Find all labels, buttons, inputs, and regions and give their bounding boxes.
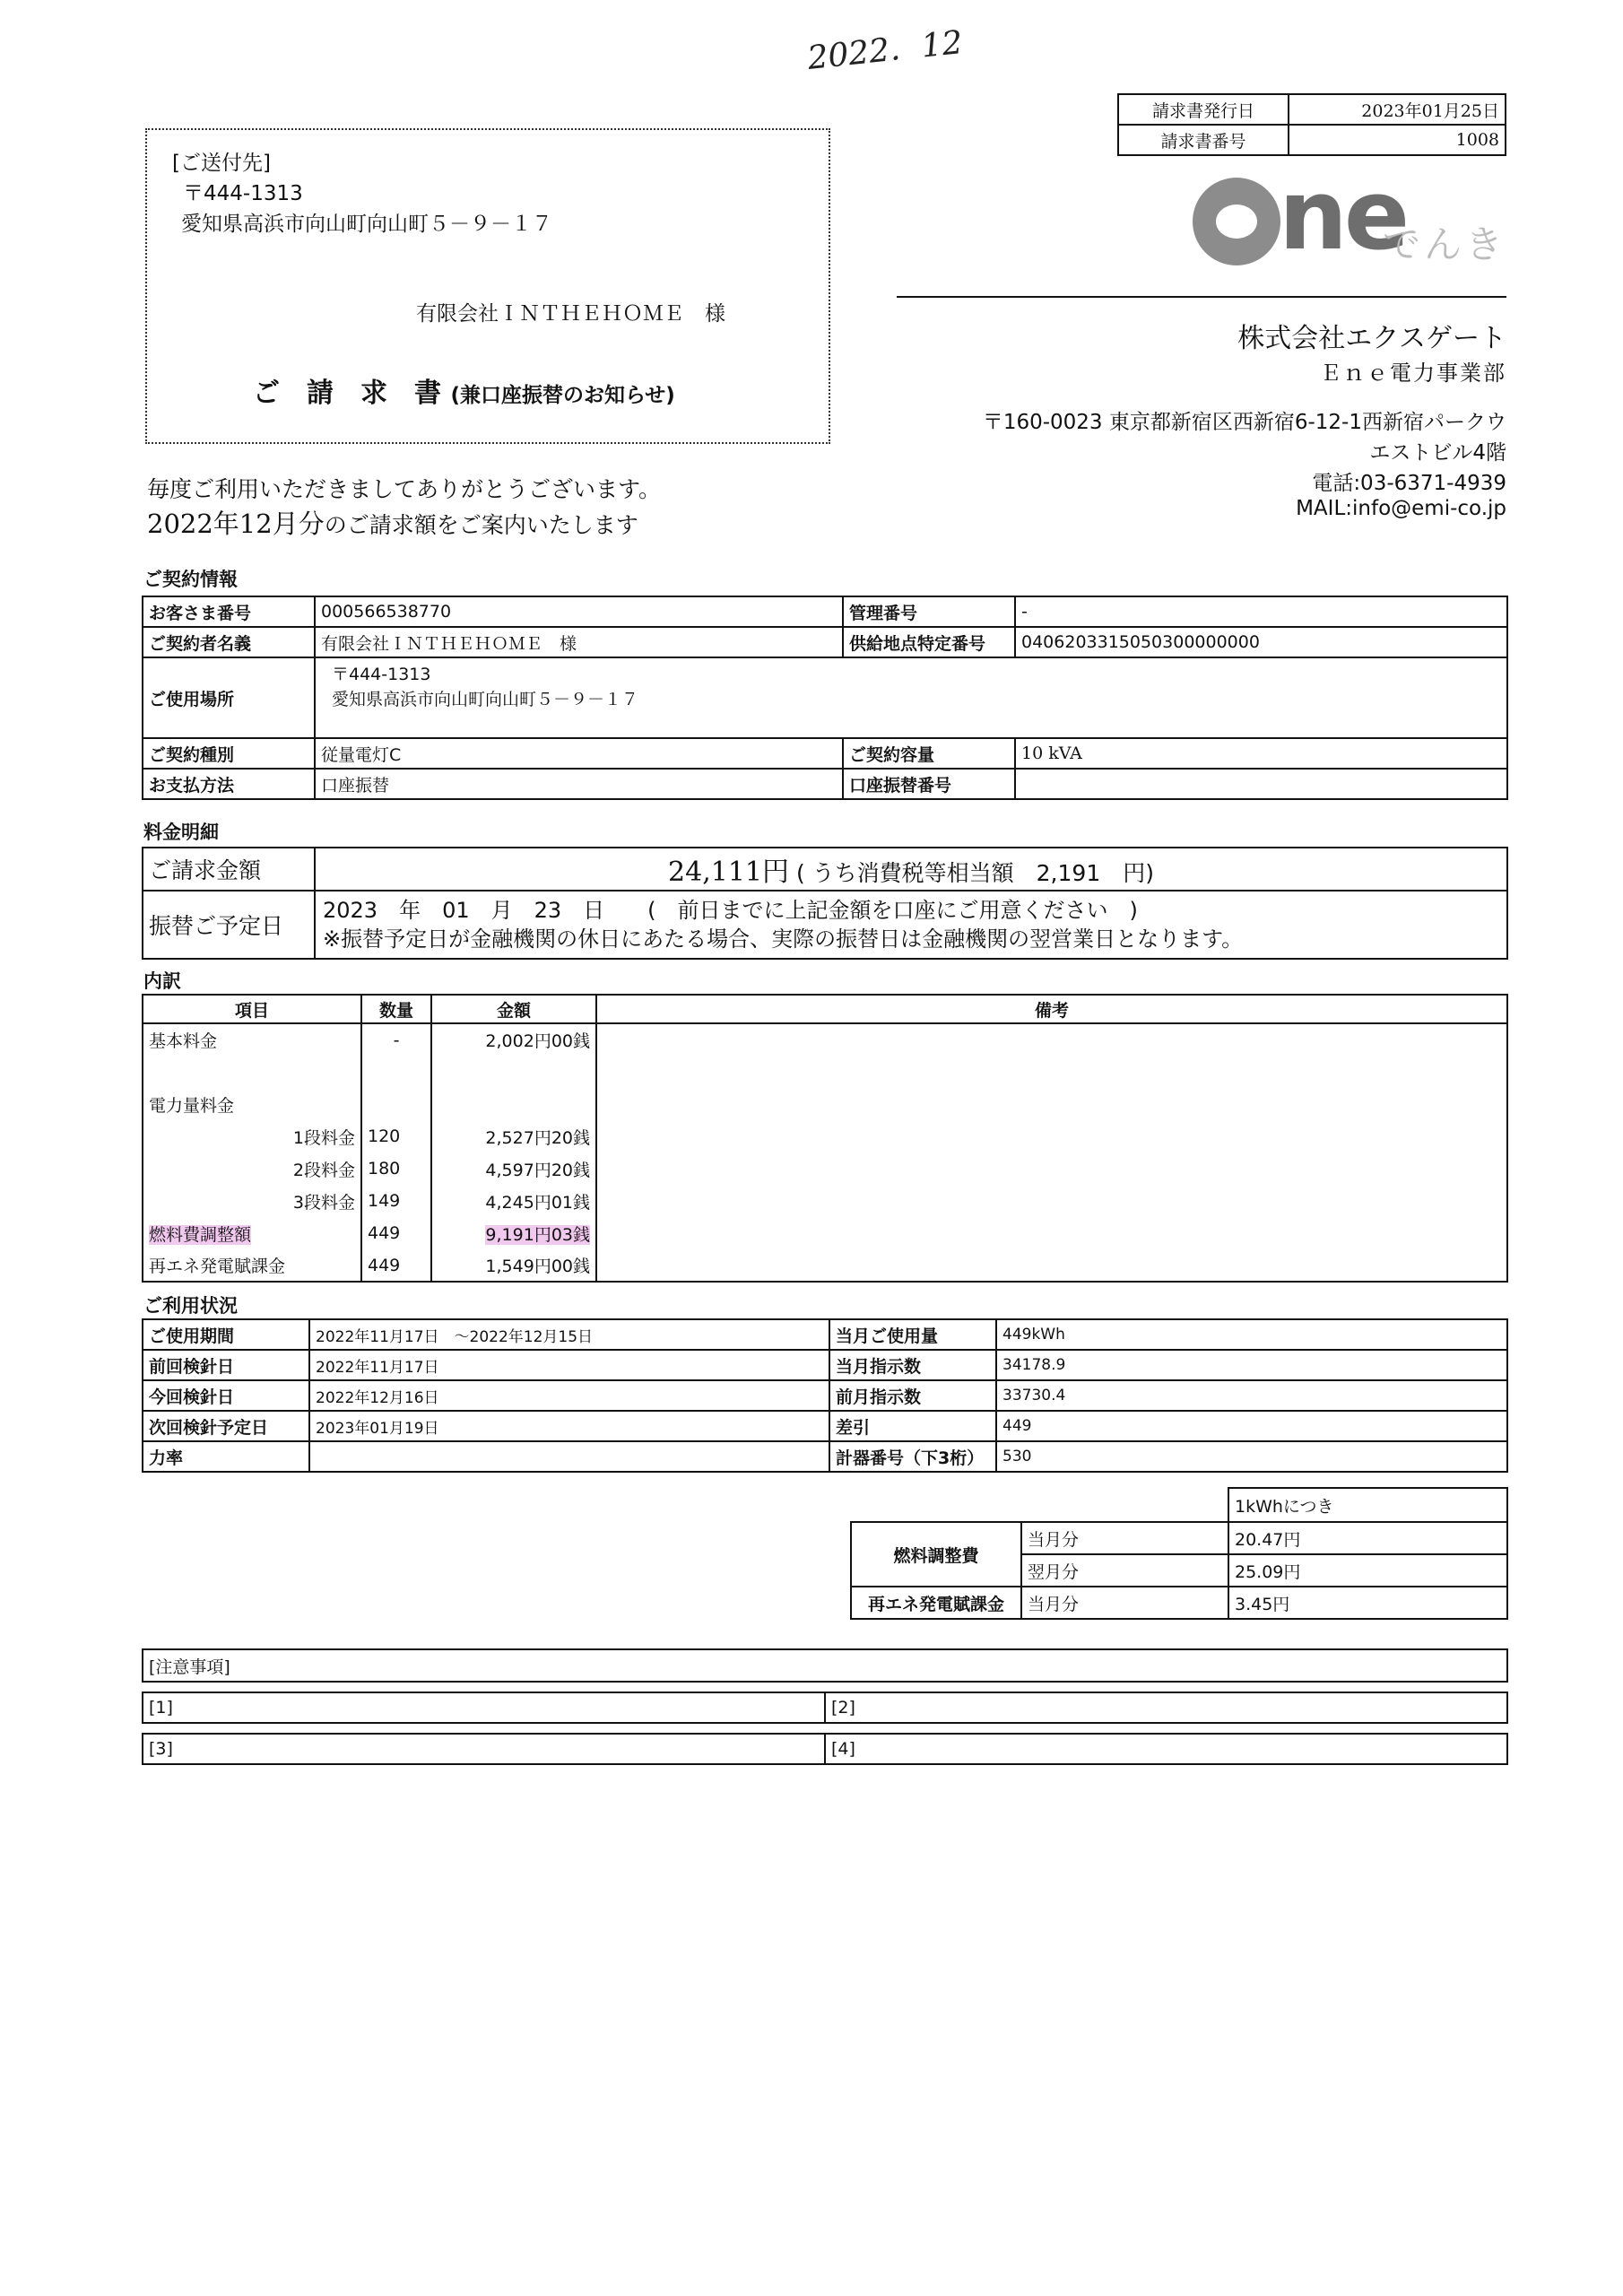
- breakdown-header-remarks: 備考: [596, 995, 1507, 1023]
- location-label: ご使用場所: [143, 657, 315, 738]
- breakdown-remarks-cell: [596, 1056, 1507, 1088]
- fuel-next-value: 25.09円: [1228, 1554, 1507, 1587]
- breakdown-row: [143, 1088, 1507, 1120]
- breakdown-row: [143, 1023, 1507, 1056]
- breakdown-table: [142, 994, 1508, 1283]
- breakdown-row: [143, 1152, 1507, 1185]
- note-3: [3]: [143, 1734, 825, 1764]
- contract-section-title: ご契約情報: [143, 569, 238, 590]
- breakdown-remarks-cell: [596, 1185, 1507, 1217]
- greeting-line1: 毎度ご利用いただきましてありがとうございます。: [147, 476, 662, 502]
- breakdown-qty: 449: [368, 1223, 401, 1243]
- breakdown-remarks-cell: [596, 1249, 1507, 1282]
- notes-spacer-2: [143, 1723, 1507, 1734]
- notes-spacer-1: [143, 1682, 1507, 1692]
- breakdown-remarks-cell: [596, 1217, 1507, 1249]
- location-postal: 〒444-1313: [332, 665, 431, 684]
- account-no-value: [1015, 769, 1507, 799]
- recipient-box: [145, 128, 830, 444]
- management-no-value: -: [1015, 596, 1507, 627]
- usage-section-title: ご利用状況: [143, 1295, 238, 1317]
- usage-value-left: 2022年12月16日: [309, 1380, 829, 1411]
- breakdown-row: [143, 1185, 1507, 1217]
- billing-amount-value: 24,111円: [668, 857, 789, 888]
- fuel-current-label: 当月分: [1021, 1522, 1228, 1554]
- usage-value-right: 449: [996, 1411, 1507, 1441]
- breakdown-row: [143, 1056, 1507, 1088]
- breakdown-qty-cell: [361, 1088, 431, 1120]
- location-cell: [315, 657, 1507, 738]
- capacity-value: 10 kVA: [1015, 738, 1507, 769]
- capacity-label: ご契約容量: [843, 738, 1015, 769]
- usage-value-left: 2022年11月17日: [309, 1350, 829, 1380]
- breakdown-amount: 4,245円01銭: [485, 1192, 590, 1213]
- breakdown-header-amount: 金額: [431, 995, 596, 1023]
- transfer-date-note: ※振替予定日が金融機関の休日にあたる場合、実際の振替日は金融機関の翌営業日となります。: [323, 926, 1244, 952]
- recipient-address: 愛知県高浜市向山町向山町５－９－１７: [181, 213, 552, 236]
- breakdown-item: 基本料金: [149, 1031, 218, 1051]
- usage-label-left: 次回検針予定日: [143, 1411, 309, 1441]
- management-no-label: 管理番号: [843, 596, 1015, 627]
- billing-period: 2022年12月分: [147, 509, 325, 539]
- breakdown-amount-cell: [431, 1023, 596, 1056]
- usage-label-right: 計器番号（下3桁）: [829, 1441, 996, 1472]
- customer-no-value: 000566538770: [315, 596, 843, 627]
- breakdown-body: [143, 1023, 1507, 1282]
- breakdown-item: 再エネ発電賦課金: [149, 1257, 286, 1276]
- breakdown-item-cell: [143, 1152, 361, 1185]
- rates-unit-header: 1kWhにつき: [1228, 1488, 1507, 1522]
- transfer-date-cell: [315, 891, 1507, 959]
- usage-value-left: 2023年01月19日: [309, 1411, 829, 1441]
- usage-value-right: 33730.4: [996, 1380, 1507, 1411]
- usage-label-right: 当月ご使用量: [829, 1319, 996, 1350]
- breakdown-row: [143, 1120, 1507, 1152]
- usage-label-left: 力率: [143, 1441, 309, 1472]
- note-4: [4]: [825, 1734, 1507, 1764]
- breakdown-amount-cell: [431, 1185, 596, 1217]
- breakdown-remarks-cell: [596, 1120, 1507, 1152]
- rates-blank-1: [851, 1488, 1021, 1522]
- greeting-line2: [147, 504, 638, 541]
- breakdown-item: 電力量料金: [149, 1095, 235, 1116]
- breakdown-remarks-cell: [596, 1023, 1507, 1056]
- breakdown-item-cell: [143, 1120, 361, 1152]
- recipient-postal: 〒444-1313: [183, 182, 303, 205]
- breakdown-amount: 2,002円00銭: [485, 1031, 590, 1051]
- usage-value-left: 2022年11月17日 ～2022年12月15日: [309, 1319, 829, 1350]
- holder-value: 有限会社ＩＮＴＨＥＨＯＭＥ 様: [315, 627, 843, 657]
- logo-denki-text: でんき: [1383, 222, 1507, 266]
- transfer-date-label: 振替ご予定日: [143, 891, 315, 959]
- breakdown-row: [143, 1217, 1507, 1249]
- handwritten-date-note: 2022．12: [805, 24, 965, 77]
- invoice-number-value: 1008: [1289, 125, 1506, 155]
- breakdown-amount-cell: [431, 1152, 596, 1185]
- breakdown-amount: 9,191円03銭: [485, 1224, 590, 1245]
- payment-value: 口座振替: [315, 769, 843, 799]
- breakdown-amount-cell: [431, 1249, 596, 1282]
- breakdown-header-qty: 数量: [361, 995, 431, 1023]
- transfer-date-value: 2023 年 01 月 23 日 ( 前日までに上記金額を口座にご用意ください ): [323, 898, 1138, 923]
- breakdown-amount-cell: [431, 1088, 596, 1120]
- issuer-division: Ｅｎｅ電力事業部: [1320, 361, 1506, 386]
- usage-value-right: 530: [996, 1441, 1507, 1472]
- contract-table: [142, 596, 1508, 800]
- recipient-heading: [ご送付先]: [172, 152, 271, 175]
- breakdown-amount: 1,549円00銭: [485, 1257, 590, 1276]
- renewable-current-value: 3.45円: [1228, 1587, 1507, 1619]
- breakdown-item: 3段料金: [292, 1192, 355, 1213]
- issuer-company: 株式会社エクスゲート: [1237, 323, 1506, 354]
- usage-label-right: 差引: [829, 1411, 996, 1441]
- breakdown-item-cell: [143, 1185, 361, 1217]
- breakdown-section-title: 内訳: [143, 970, 181, 992]
- holder-label: ご契約者名義: [143, 627, 315, 657]
- usage-label-right: 前月指示数: [829, 1380, 996, 1411]
- location-address: 愛知県高浜市向山町向山町５－９－１７: [332, 690, 639, 709]
- usage-value-left: [309, 1441, 829, 1472]
- breakdown-qty: 149: [368, 1191, 401, 1211]
- payment-label: お支払方法: [143, 769, 315, 799]
- breakdown-qty: 449: [368, 1255, 401, 1275]
- supply-point-value: 0406203315050300000000: [1015, 627, 1507, 657]
- breakdown-qty-cell: [361, 1056, 431, 1088]
- breakdown-qty-cell: [361, 1023, 431, 1056]
- breakdown-amount: 4,597円20銭: [485, 1160, 590, 1180]
- issuer-tel: 電話:03-6371-4939: [1312, 472, 1506, 495]
- breakdown-item: 1段料金: [292, 1127, 355, 1148]
- invoice-number-label: 請求書番号: [1118, 125, 1289, 155]
- usage-row: [143, 1441, 1507, 1472]
- usage-value-right: 449kWh: [996, 1319, 1507, 1350]
- recipient-name: 有限会社ＩＮＴＨＥＨＯＭＥ 様: [416, 302, 725, 326]
- breakdown-qty: 180: [368, 1159, 401, 1178]
- breakdown-qty-cell: [361, 1249, 431, 1282]
- document-title: [253, 370, 675, 410]
- rates-table: [850, 1487, 1508, 1620]
- breakdown-item: 燃料費調整額: [149, 1224, 252, 1245]
- document-title-main: ご 請 求 書: [253, 378, 441, 409]
- breakdown-item-cell: [143, 1249, 361, 1282]
- contract-type-label: ご契約種別: [143, 738, 315, 769]
- usage-label-left: ご使用期間: [143, 1319, 309, 1350]
- renewable-current-label: 当月分: [1021, 1587, 1228, 1619]
- usage-row: [143, 1350, 1507, 1380]
- breakdown-qty-cell: [361, 1152, 431, 1185]
- issue-date-value: 2023年01月25日: [1289, 94, 1506, 125]
- renewable-levy-label: 再エネ発電賦課金: [851, 1587, 1021, 1619]
- breakdown-item-cell: [143, 1056, 361, 1088]
- fuel-adjust-label: 燃料調整費: [851, 1522, 1021, 1587]
- usage-row: [143, 1411, 1507, 1441]
- document-title-sub: (兼口座振替のお知らせ): [450, 384, 675, 407]
- breakdown-qty: 120: [368, 1126, 401, 1146]
- notes-table: [142, 1648, 1508, 1765]
- notes-heading: [注意事項]: [143, 1649, 1507, 1682]
- issue-date-label: 請求書発行日: [1118, 94, 1289, 125]
- usage-row: [143, 1319, 1507, 1350]
- billing-amount-label: ご請求金額: [143, 848, 315, 891]
- breakdown-amount-cell: [431, 1217, 596, 1249]
- breakdown-header-item: 項目: [143, 995, 361, 1023]
- note-1: [1]: [143, 1692, 825, 1723]
- breakdown-qty-cell: [361, 1185, 431, 1217]
- usage-label-right: 当月指示数: [829, 1350, 996, 1380]
- breakdown-row: [143, 1249, 1507, 1282]
- usage-table: [142, 1318, 1508, 1473]
- tax-note: ( うち消費税等相当額 2,191 円): [795, 860, 1154, 886]
- issuer-mail: MAIL:info@emi-co.jp: [1296, 497, 1506, 520]
- fuel-next-label: 翌月分: [1021, 1554, 1228, 1587]
- breakdown-remarks-cell: [596, 1152, 1507, 1185]
- breakdown-qty-cell: [361, 1217, 431, 1249]
- usage-body: [143, 1319, 1507, 1472]
- billing-amount-cell: [315, 848, 1507, 891]
- greeting-line2-rest: のご請求額をご案内いたします: [324, 512, 638, 538]
- breakdown-item: 2段料金: [292, 1160, 355, 1180]
- customer-no-label: お客さま番号: [143, 596, 315, 627]
- breakdown-qty-cell: [361, 1120, 431, 1152]
- breakdown-amount-cell: [431, 1056, 596, 1088]
- logo-circle-mark-icon: [1193, 178, 1280, 265]
- breakdown-remarks-cell: [596, 1088, 1507, 1120]
- usage-value-right: 34178.9: [996, 1350, 1507, 1380]
- breakdown-item-cell: [143, 1088, 361, 1120]
- supply-point-label: 供給地点特定番号: [843, 627, 1015, 657]
- rates-blank-2: [1021, 1488, 1228, 1522]
- breakdown-item-cell: [143, 1217, 361, 1249]
- charges-section-title: 料金明細: [143, 822, 219, 843]
- usage-label-left: 前回検針日: [143, 1350, 309, 1380]
- usage-label-left: 今回検針日: [143, 1380, 309, 1411]
- account-no-label: 口座振替番号: [843, 769, 1015, 799]
- note-2: [2]: [825, 1692, 1507, 1723]
- issuer-address-line2: エストビル4階: [1369, 441, 1506, 465]
- usage-row: [143, 1380, 1507, 1411]
- charges-table: [142, 847, 1508, 960]
- logo-ne-text: ne: [1279, 160, 1407, 272]
- breakdown-amount: 2,527円20銭: [485, 1127, 590, 1148]
- issuer-divider: [897, 296, 1506, 298]
- issue-info-table: [1117, 93, 1506, 156]
- issuer-address-line1: 〒160-0023 東京都新宿区西新宿6-12-1西新宿パークウ: [982, 411, 1506, 434]
- fuel-current-value: 20.47円: [1228, 1522, 1507, 1554]
- ene-denki-logo: [1193, 160, 1524, 272]
- breakdown-item-cell: [143, 1023, 361, 1056]
- contract-type-value: 従量電灯C: [315, 738, 843, 769]
- breakdown-amount-cell: [431, 1120, 596, 1152]
- breakdown-qty: -: [393, 1030, 400, 1050]
